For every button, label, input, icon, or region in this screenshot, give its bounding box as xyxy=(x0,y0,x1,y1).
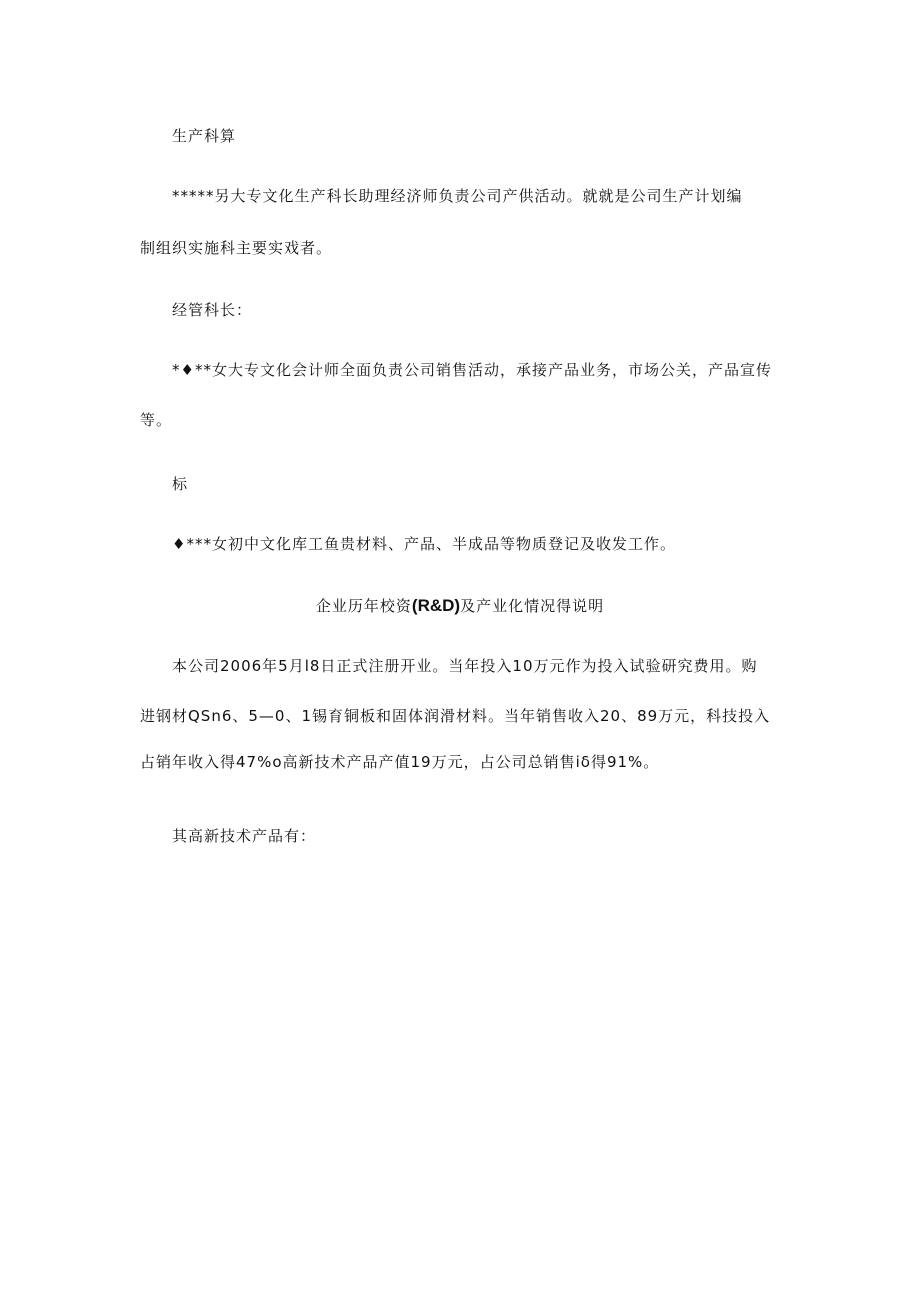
section-text-line: ♦***女初中文化库工鱼贵材料、产品、半成品等物质登记及收发工作。 xyxy=(172,535,676,553)
paragraph-line: 进钢材QSn6、5—0、1锡育铜板和固体润滑材料。当年销售收入20、89万元，科技投入 xyxy=(140,707,771,725)
paragraph-line: 占销年收入得47%o高新技术产品产值19万元，占公司总销售iδ得91%。 xyxy=(140,753,660,771)
closing-line: 其高新技术产品有： xyxy=(172,827,317,845)
section-text-line: 制组织实施科主要实戏者。 xyxy=(140,239,333,257)
section-heading: 生产科算 xyxy=(172,127,237,145)
document-title xyxy=(0,594,920,618)
title-suffix: 及产业化情况得说明 xyxy=(460,597,605,615)
title-prefix: 企业历年校资 xyxy=(315,597,412,615)
paragraph-line: 本公司2006年5月l8日正式注册开业。当年投入10万元作为投入试验研究费用。购 xyxy=(172,657,758,675)
title-rd: (R&D) xyxy=(411,596,461,615)
section-heading: 标 xyxy=(172,475,189,493)
section-text-line: 等。 xyxy=(140,411,173,429)
section-text-line: *****另大专文化生产科长助理经济师负责公司产供活动。就就是公司生产计划编 xyxy=(172,187,743,205)
section-text-line: *♦**女大专文化会计师全面负责公司销售活动，承接产品业务，市场公关，产品宣传 xyxy=(172,361,772,379)
section-heading: 经管科长： xyxy=(172,301,253,319)
